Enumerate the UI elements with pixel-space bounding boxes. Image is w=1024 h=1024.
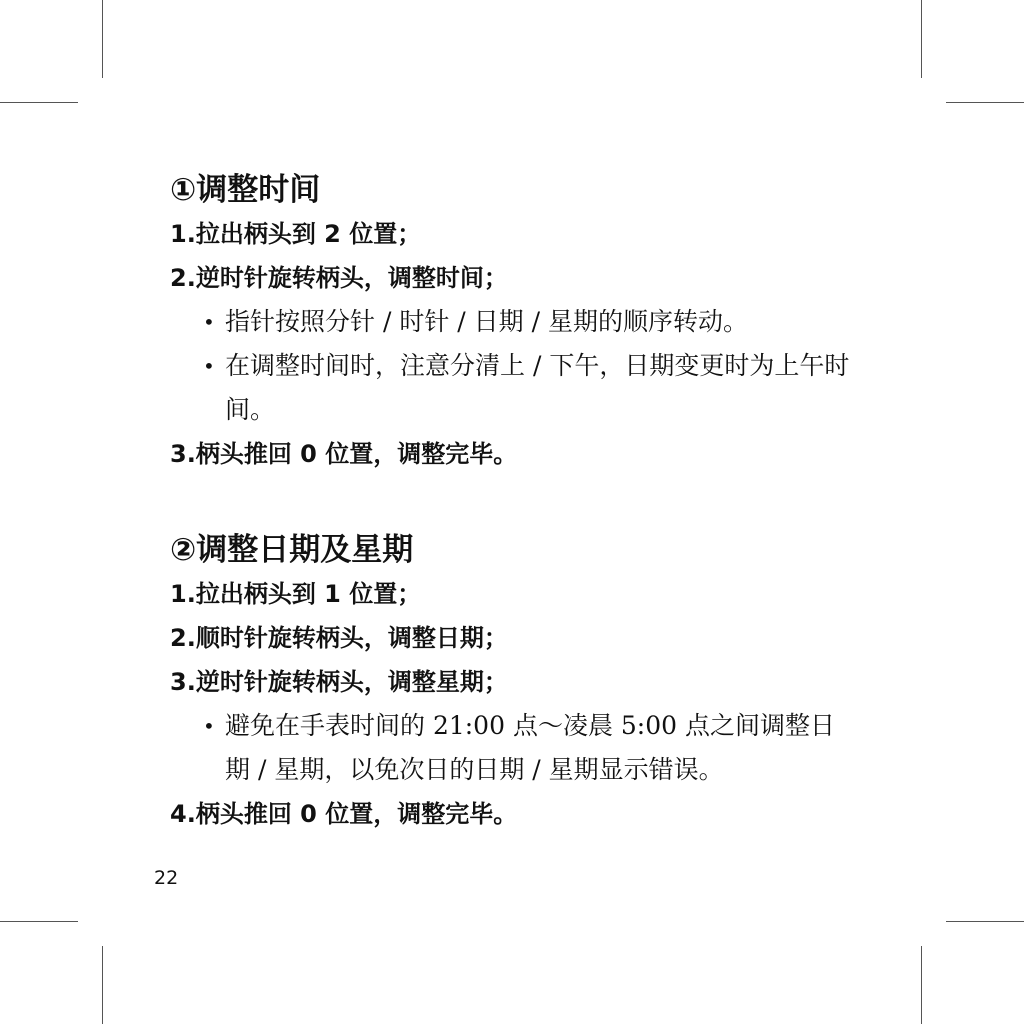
- step-item: 1.拉出柄头到 1 位置；: [170, 580, 422, 608]
- crop-mark-top-right-horizontal: [946, 102, 1024, 103]
- step-item: 1.拉出柄头到 2 位置；: [170, 220, 422, 248]
- page-number: 22: [154, 867, 179, 889]
- section-spacer: [170, 476, 870, 528]
- step-item: 2.逆时针旋转柄头，调整时间；: [170, 264, 508, 292]
- section-title: ②调整日期及星期: [170, 532, 414, 568]
- note-text: 避免在手表时间的 21:00 点～凌晨 5:00 点之间调整日期 / 星期，以免次日的日期 / 星期显示错误。: [225, 711, 835, 784]
- step-item: 4.柄头推回 0 位置，调整完毕。: [170, 800, 518, 828]
- crop-mark-top-left-horizontal: [0, 102, 78, 103]
- bullet-dot: •: [203, 714, 215, 738]
- crop-mark-bottom-right-horizontal: [946, 921, 1024, 922]
- note-bullet: [170, 300, 855, 344]
- crop-mark-bottom-right-vertical: [921, 946, 922, 1024]
- bullet-dot: •: [203, 310, 215, 334]
- section-title: ①调整时间: [170, 172, 321, 208]
- note-bullet: [170, 344, 855, 432]
- note-text: 指针按照分针 / 时针 / 日期 / 星期的顺序转动。: [225, 307, 748, 336]
- section-adjust-date-weekday: [170, 528, 870, 836]
- crop-mark-bottom-left-horizontal: [0, 921, 78, 922]
- step-item: 2.顺时针旋转柄头，调整日期；: [170, 624, 508, 652]
- crop-mark-top-right-vertical: [921, 0, 922, 78]
- note-bullet: [170, 704, 855, 792]
- crop-mark-top-left-vertical: [102, 0, 103, 78]
- step-item: 3.逆时针旋转柄头，调整星期；: [170, 668, 508, 696]
- step-item: 3.柄头推回 0 位置，调整完毕。: [170, 440, 518, 468]
- instructions-content: [170, 168, 870, 836]
- crop-mark-bottom-left-vertical: [102, 946, 103, 1024]
- note-text: 在调整时间时，注意分清上 / 下午，日期变更时为上午时间。: [225, 351, 850, 424]
- section-adjust-time: [170, 168, 870, 476]
- bullet-dot: •: [203, 354, 215, 378]
